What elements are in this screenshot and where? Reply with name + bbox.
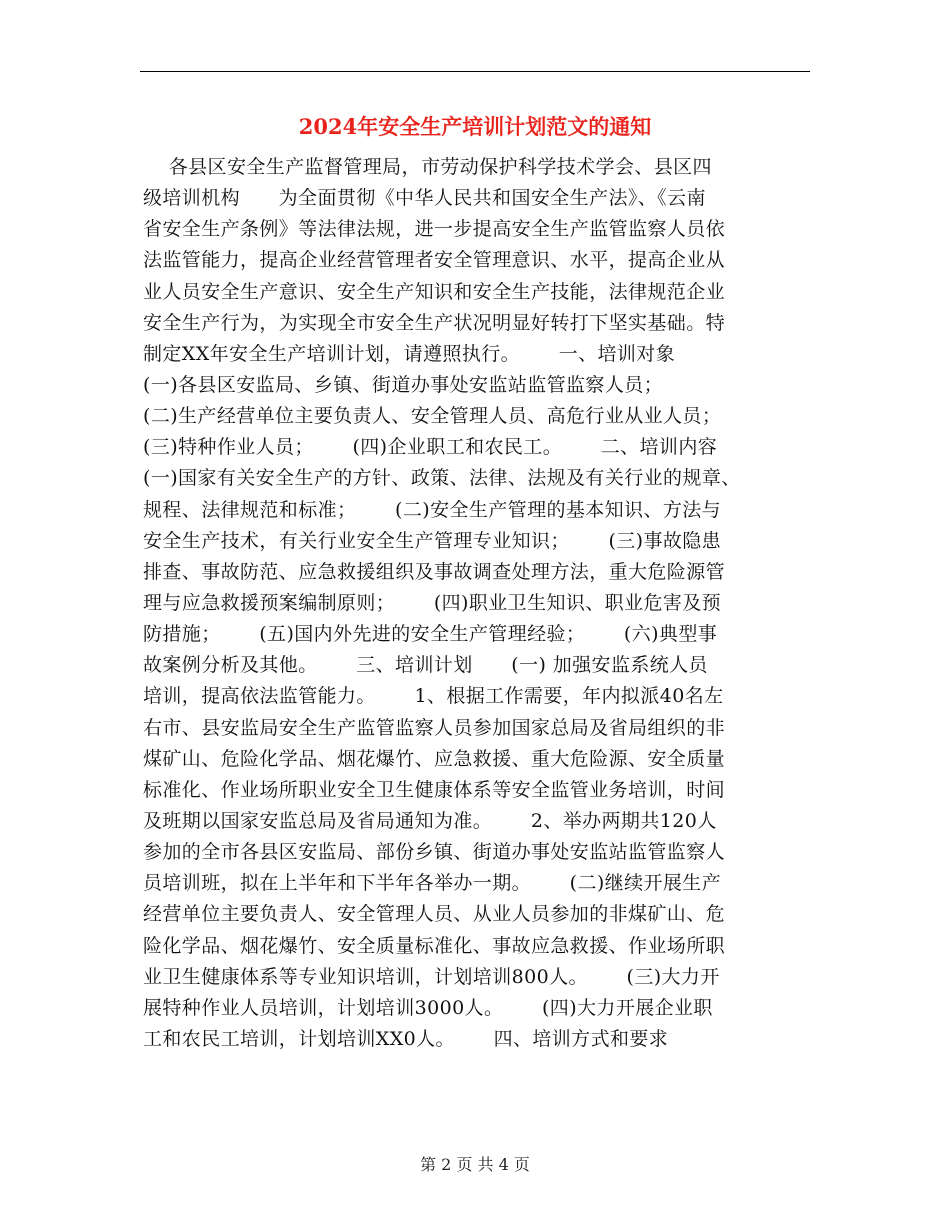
body-line: 煤矿山、危险化学品、烟花爆竹、应急救援、重大危险源、安全质量: [143, 747, 726, 770]
body-line: 业卫生健康体系等专业知识培训，计划培训800人。 (三)大力开: [143, 965, 720, 988]
body-line: 业人员安全生产意识、安全生产知识和安全生产技能，法律规范企业: [143, 280, 726, 303]
body-line: 法监管能力，提高企业经营管理者安全管理意识、水平，提高企业从: [143, 249, 726, 272]
body-line: (一)各县区安监局、乡镇、街道办事处安监站监管监察人员；: [143, 373, 664, 396]
body-line: 参加的全市各县区安监局、部份乡镇、街道办事处安监站监管监察人: [143, 841, 726, 864]
body-line: 经营单位主要负责人、安全管理人员、从业人员参加的非煤矿山、危: [143, 903, 726, 926]
body-line: 及班期以国家安监总局及省局通知为准。 2、举办两期共120人: [143, 809, 717, 832]
body-line: 安全生产行为，为实现全市安全生产状况明显好转打下坚实基础。特: [143, 311, 726, 334]
body-line: 标准化、作业场所职业安全卫生健康体系等安全监管业务培训，时间: [143, 778, 726, 801]
body-line: 故案例分析及其他。 三、培训计划 (一) 加强安监系统人员: [143, 654, 708, 677]
document-body: [143, 152, 823, 1055]
header-rule: [140, 71, 810, 72]
body-line: 安全生产技术，有关行业安全生产管理专业知识； (三)事故隐患: [143, 529, 722, 552]
body-line: 防措施； (五)国内外先进的安全生产管理经验； (六)典型事: [143, 623, 718, 646]
body-line: 理与应急救援预案编制原则； (四)职业卫生知识、职业危害及预: [143, 591, 722, 614]
body-line: 排查、事故防范、应急救援组织及事故调查处理方法，重大危险源管: [143, 560, 726, 583]
body-line: (三)特种作业人员； (四)企业职工和农民工。 二、培训内容: [143, 436, 718, 459]
body-line: (二)生产经营单位主要负责人、安全管理人员、高危行业从业人员；: [143, 405, 722, 428]
body-line: 工和农民工培训，计划培训XX0人。 四、培训方式和要求: [143, 1027, 669, 1050]
body-line: 培训，提高依法监管能力。 1、根据工作需要，年内拟派40名左: [143, 685, 724, 708]
page-number-footer: 第 2 页 共 4 页: [420, 1155, 530, 1174]
body-line: 展特种作业人员培训，计划培训3000人。 (四)大力开展企业职: [143, 996, 713, 1019]
body-line: 规程、法律规范和标准； (二)安全生产管理的基本知识、方法与: [143, 498, 722, 521]
body-line: 各县区安全生产监督管理局，市劳动保护科学技术学会、县区四: [143, 156, 712, 178]
body-line: 省安全生产条例》等法律法规，进一步提高安全生产监管监察人员依: [143, 218, 726, 241]
body-line: 险化学品、烟花爆竹、安全质量标准化、事故应急救援、作业场所职: [143, 934, 726, 957]
body-line: 员培训班，拟在上半年和下半年各举办一期。 (二)继续开展生产: [143, 872, 722, 895]
body-line: (一)国家有关安全生产的方针、政策、法律、法规及有关行业的规章、: [143, 467, 741, 490]
body-line: 级培训机构 为全面贯彻《中华人民共和国安全生产法》、《云南: [143, 187, 706, 210]
body-line: 右市、县安监局安全生产监管监察人员参加国家总局及省局组织的非: [143, 716, 726, 739]
body-line: 制定XX年安全生产培训计划，请遵照执行。 一、培训对象: [143, 342, 676, 365]
document-title: 2024年安全生产培训计划范文的通知: [298, 114, 652, 139]
